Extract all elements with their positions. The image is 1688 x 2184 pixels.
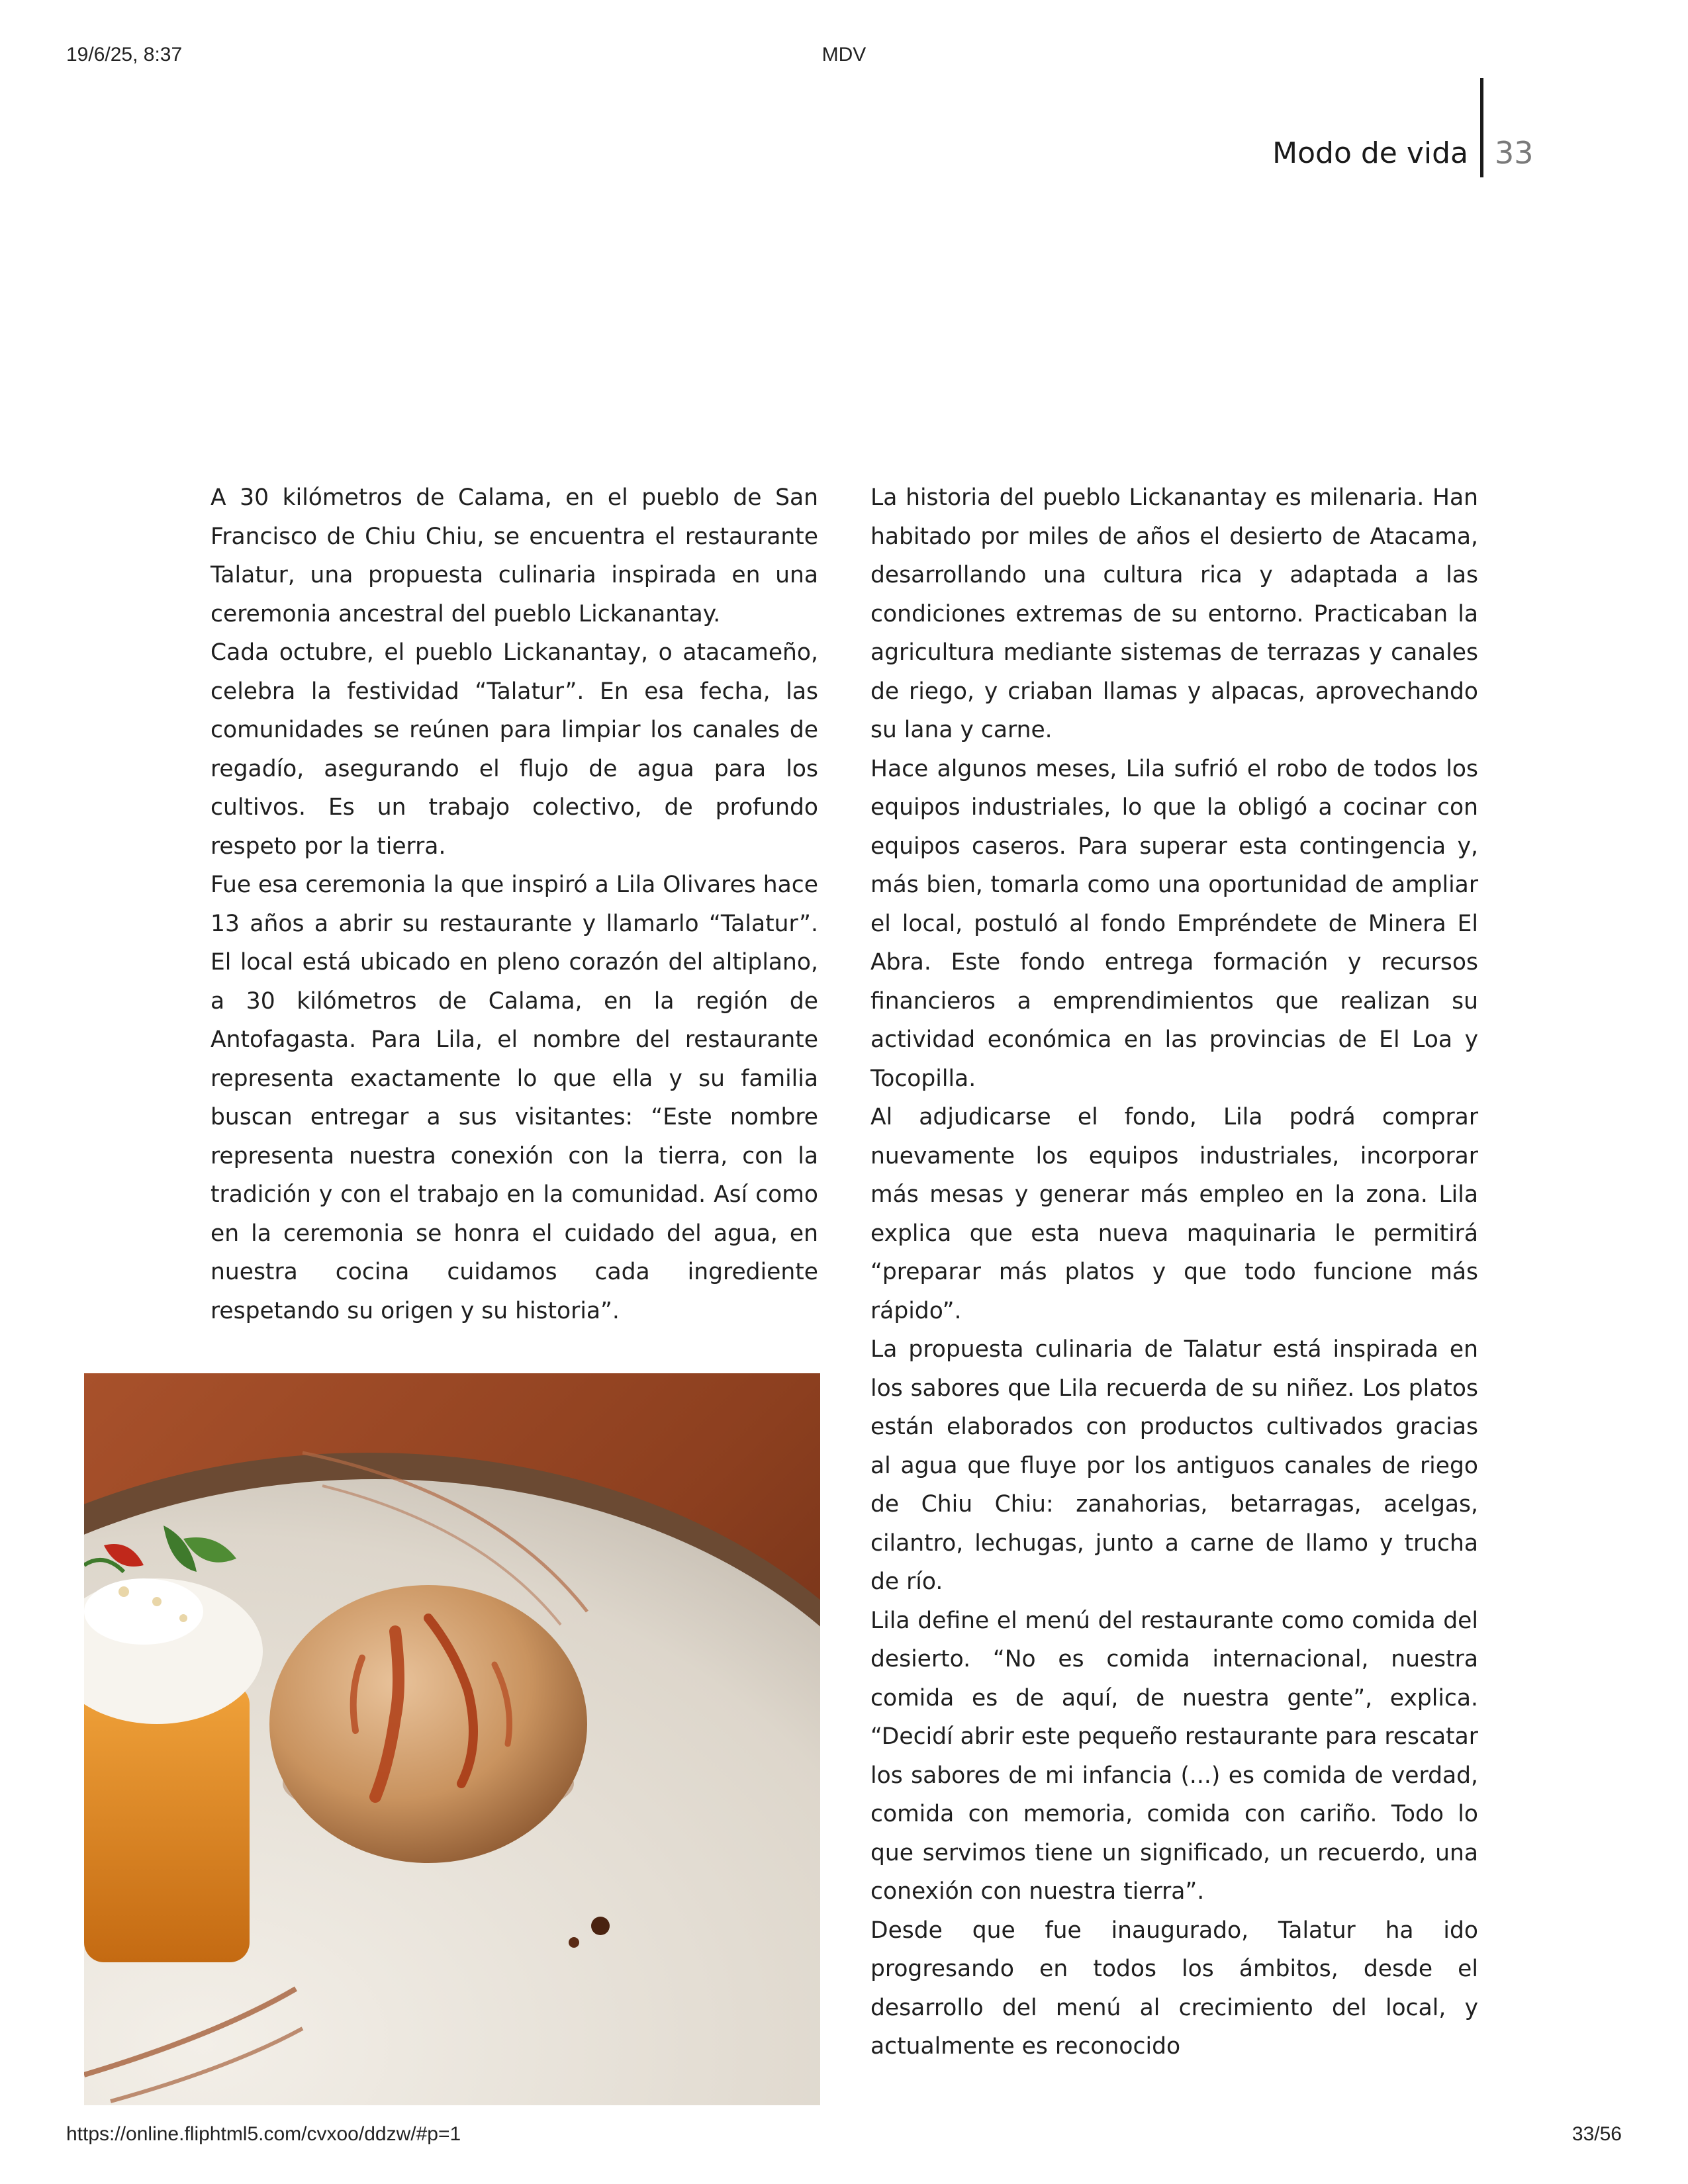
paragraph: Cada octubre, el pueblo Lickanantay, o atacameño, celebra la festividad “Talatur”. En esa fecha, las comunidades se reúnen para limpiar los canales de regadío, asegurando el flujo de agua para los cultivos. Es un trabajo colectivo, de profundo respeto por la tierra. — [211, 639, 818, 860]
paragraph: Al adjudicarse el fondo, Lila podrá comprar nuevamente los equipos industriales, incorporar más mesas y generar más empleo en la zona. Lila explica que esta nueva maquinaria le permitirá “preparar más platos y que todo funcione más rápido”. — [870, 1104, 1478, 1324]
page-number: 33 — [1495, 135, 1534, 171]
ice-cream-scoop — [269, 1585, 587, 1863]
article-left-column — [211, 478, 818, 1330]
print-page-count: 33/56 — [1571, 2123, 1622, 2145]
header-divider — [1480, 78, 1483, 177]
carrot-cake — [84, 1684, 250, 1962]
paragraph: La propuesta culinaria de Talatur está inspirada en los sabores que Lila recuerda de su niñez. Los platos están elaborados con productos cultivados gracias al agua que fluye por los antiguos canales de riego de Chiu Chiu: zanahorias, betarragas, acelgas, cilantro, lechugas, junto a carne de llamo y trucha de río. — [870, 1336, 1478, 1595]
paragraph: Hace algunos meses, Lila sufrió el robo de todos los equipos industriales, lo que la obligó a cocinar con equipos caseros. Para superar esta contingencia y, más bien, tomarla como una oportunidad de ampliar el local, postuló al fondo Empréndete de Minera El Abra. Este fondo entrega formación y recursos financieros a emprendimientos que realizan su actividad económica en las provincias de El Loa y Tocopilla. — [870, 755, 1478, 1092]
print-url: https://online.fliphtml5.com/cvxoo/ddzw/#p=1 — [66, 2123, 461, 2145]
paragraph: A 30 kilómetros de Calama, en el pueblo de San Francisco de Chiu Chiu, se encuentra el restaurante Talatur, una propuesta culinaria inspirada en una ceremonia ancestral del pueblo Lickanantay. — [211, 484, 818, 627]
print-document-title: MDV — [821, 44, 867, 66]
print-timestamp: 19/6/25, 8:37 — [66, 44, 183, 66]
paragraph: Desde que fue inaugurado, Talatur ha ido progresando en todos los ámbitos, desde el desarrollo del menú al crecimiento del local, y actualmente es reconocido — [870, 1917, 1478, 2060]
paragraph: La historia del pueblo Lickanantay es milenaria. Han habitado por miles de años el desierto de Atacama, desarrollando una cultura rica y adaptada a las condiciones extremas de su entorno. Practicaban la agricultura mediante sistemas de terrazas y canales de riego, y criaban llamas y alpacas, aprovechando su lana y carne. — [870, 484, 1478, 743]
paragraph: Fue esa ceremonia la que inspiró a Lila Olivares hace 13 años a abrir su restaurante y llamarlo “Talatur”. El local está ubicado en pleno corazón del altiplano, a 30 kilómetros de Calama, en la región de Antofagasta. Para Lila, el nombre del restaurante representa exactamente lo que ella y su familia buscan entregar a sus visitantes: “Este nombre representa nuestra conexión con la tierra, con la tradición y con el trabajo en la comunidad. Así como en la ceremonia se honra el cuidado del agua, en nuestra cocina cuidamos cada ingrediente respetando su origen y su historia”. — [211, 872, 818, 1324]
article-right-column — [870, 478, 1478, 2066]
section-title: Modo de vida — [1272, 136, 1468, 170]
paragraph: Lila define el menú del restaurante como comida del desierto. “No es comida internacional, nuestra comida es de aquí, de nuestra gente”, explica. “Decidí abrir este pequeño restaurante para rescatar los sabores de mi infancia (...) es comida de verdad, comida con memoria, comida con cariño. Todo lo que servimos tiene un significado, un recuerdo, una conexión con nuestra tierra”. — [870, 1607, 1478, 1905]
dessert-photo — [84, 1373, 820, 2105]
